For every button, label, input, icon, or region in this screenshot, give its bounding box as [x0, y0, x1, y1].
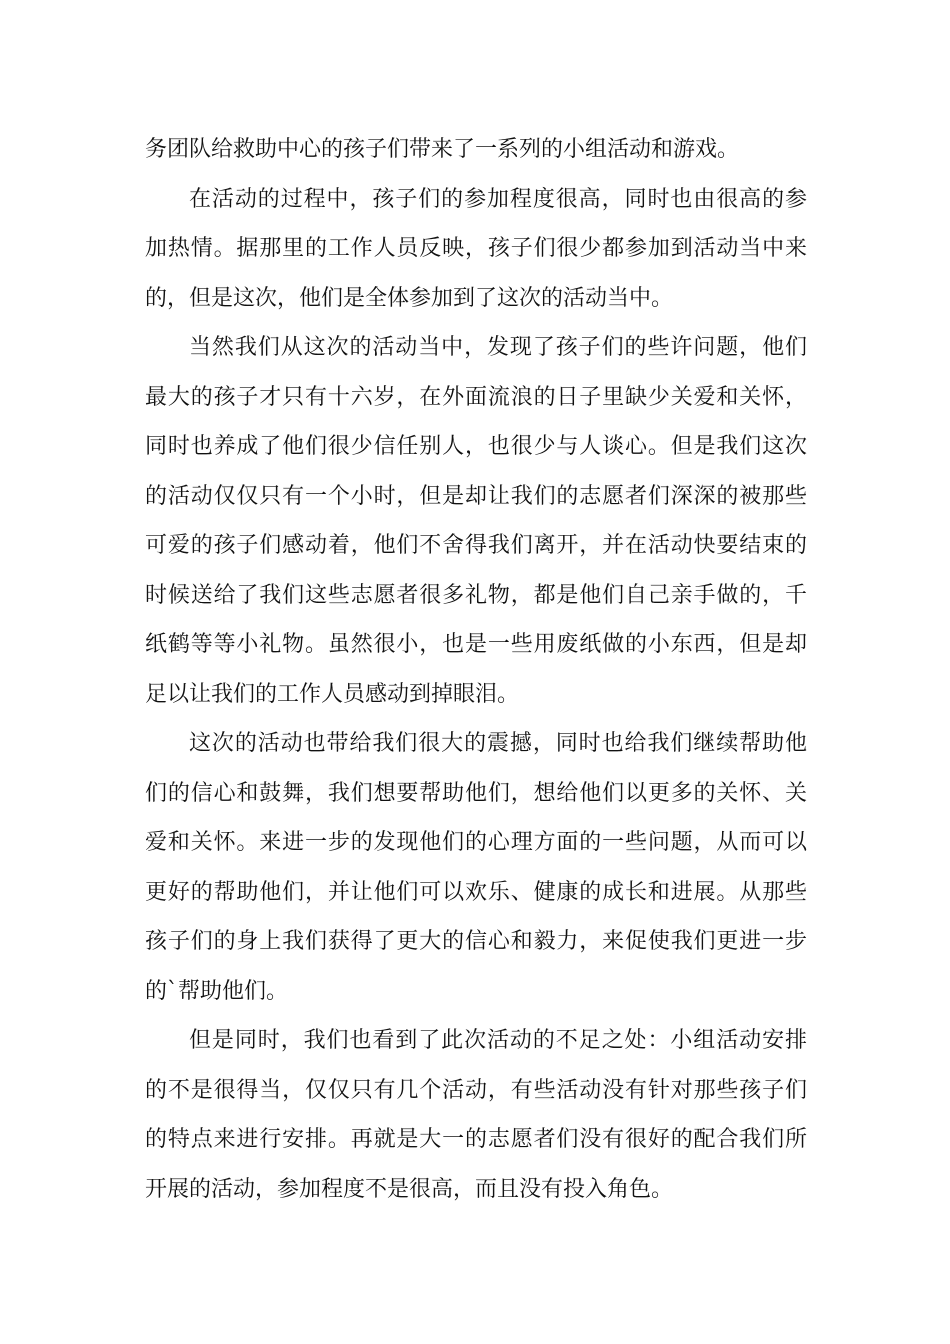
text-line: 纸鹤等等小礼物。虽然很小，也是一些用废纸做的小东西，但是却: [145, 632, 807, 657]
text-line: 的不是很得当，仅仅只有几个活动，有些活动没有针对那些孩子们: [145, 1077, 807, 1103]
paragraph-end-line: 足以让我们的工作人员感动到掉眼泪。: [145, 681, 520, 707]
text-line: 可爱的孩子们感动着，他们不舍得我们离开，并在活动快要结束的: [145, 533, 807, 558]
paragraph-end-line: 的`帮助他们。: [145, 978, 289, 1004]
text-line: 最大的孩子才只有十六岁，在外面流浪的日子里缺少关爱和关怀，: [145, 384, 807, 410]
paragraph-end-line: 的，但是这次，他们是全体参加到了这次的活动当中。: [145, 285, 674, 311]
text-line: 爱和关怀。来进一步的发现他们的心理方面的一些问题，从而可以: [145, 830, 807, 855]
text-line: 的特点来进行安排。再就是大一的志愿者们没有很好的配合我们所: [145, 1127, 807, 1152]
text-line: 加热情。据那里的工作人员反映，孩子们很少都参加到活动当中来: [145, 236, 807, 261]
text-line: 务团队给救助中心的孩子们带来了一系列的小组活动和游戏。: [145, 137, 740, 162]
text-line: 同时也养成了他们很少信任别人，也很少与人谈心。但是我们这次: [145, 434, 807, 459]
text-line: 的活动仅仅只有一个小时，但是却让我们的志愿者们深深的被那些: [145, 483, 807, 509]
paragraph-start-line: 但是同时，我们也看到了此次活动的不足之处：小组活动安排: [189, 1028, 807, 1053]
text-line: 们的信心和鼓舞，我们想要帮助他们，想给他们以更多的关怀、关: [145, 780, 807, 806]
paragraph-start-line: 这次的活动也带给我们很大的震撼，同时也给我们继续帮助他: [189, 731, 807, 756]
paragraph-start-line: 当然我们从这次的活动当中，发现了孩子们的些许问题，他们: [189, 335, 807, 360]
document-page: [145, 132, 807, 1221]
paragraph-start-line: 在活动的过程中，孩子们的参加程度很高，同时也由很高的参: [189, 186, 807, 212]
paragraph-end-line: 开展的活动，参加程度不是很高，而且没有投入角色。: [145, 1176, 674, 1202]
text-line: 孩子们的身上我们获得了更大的信心和毅力，来促使我们更进一步: [145, 929, 807, 954]
text-line: 时候送给了我们这些志愿者很多礼物，都是他们自己亲手做的，千: [145, 582, 807, 608]
text-line: 更好的帮助他们，并让他们可以欢乐、健康的成长和进展。从那些: [145, 879, 807, 905]
